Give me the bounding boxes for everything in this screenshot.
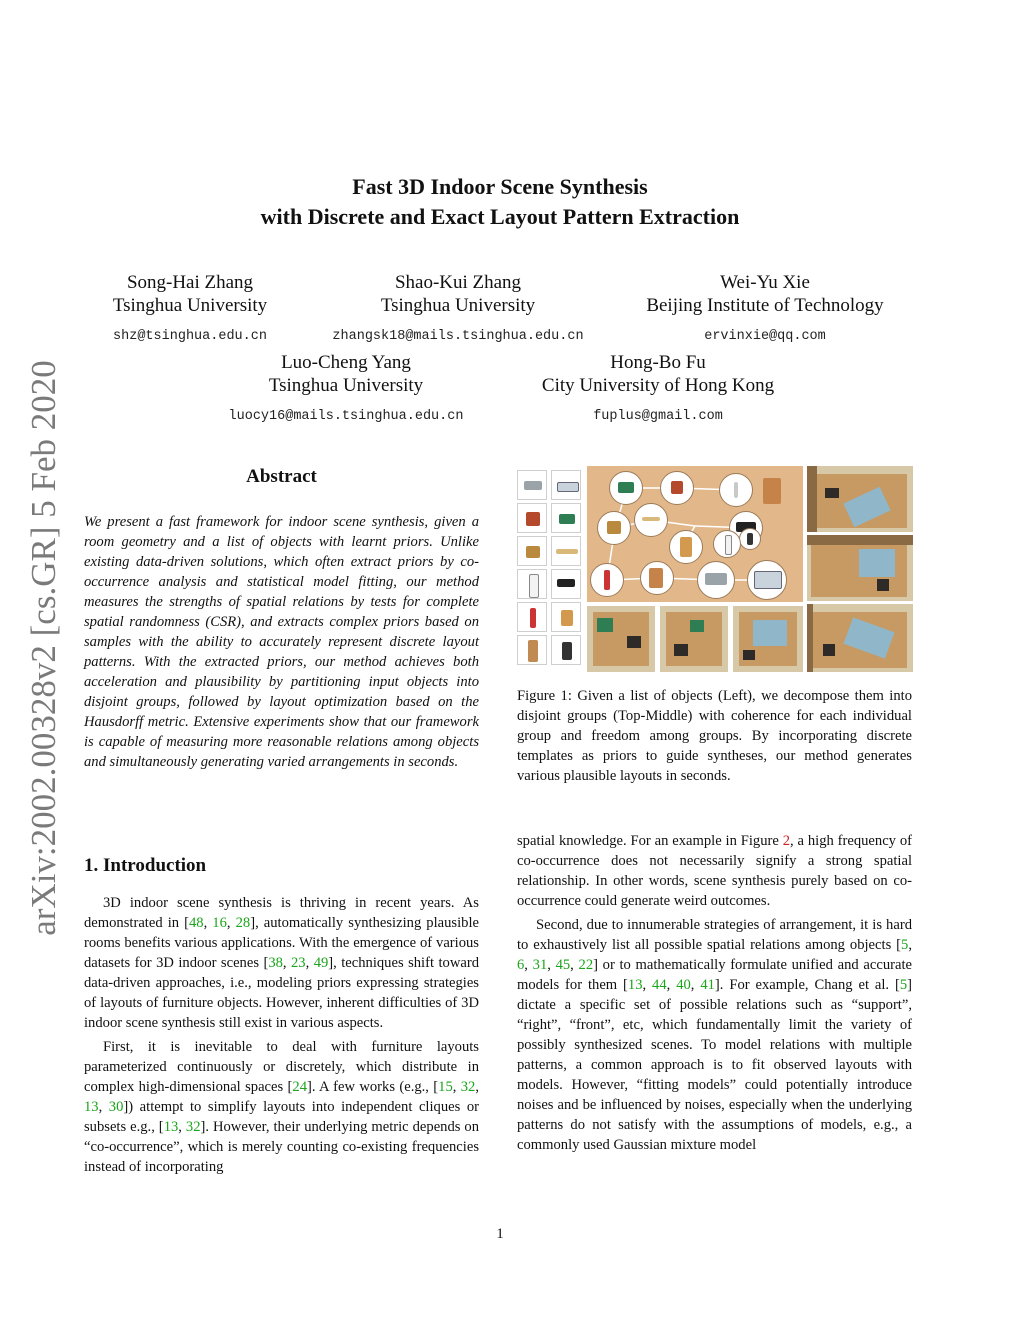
citation-link[interactable]: 13 <box>627 977 643 993</box>
author-name: Wei-Yu Xie <box>720 272 810 293</box>
citation-link[interactable]: 38 <box>268 955 283 971</box>
author-affiliation: City University of Hong Kong <box>541 375 775 396</box>
group-node <box>640 561 674 595</box>
group-node <box>669 530 703 564</box>
object-tile <box>551 602 581 632</box>
group-node <box>713 530 741 558</box>
left-column-text <box>84 893 479 1181</box>
citation-link[interactable]: 44 <box>652 977 667 993</box>
author-email: ervinxie@qq.com <box>704 329 826 344</box>
author-block <box>303 271 613 348</box>
citation-link[interactable]: 45 <box>555 957 571 973</box>
group-node <box>739 528 761 550</box>
citation-link[interactable]: 32 <box>185 1119 201 1135</box>
citation-link[interactable]: 30 <box>108 1099 124 1115</box>
group-node <box>660 471 694 505</box>
group-node <box>697 561 735 599</box>
object-tile <box>551 470 581 500</box>
introduction-heading: 1. Introduction <box>84 855 207 876</box>
author-name: Hong-Bo Fu <box>610 352 706 373</box>
object-tile <box>551 536 581 566</box>
author-affiliation: Beijing Institute of Technology <box>646 295 884 316</box>
object-tile <box>517 470 547 500</box>
citation-link[interactable]: 13 <box>163 1119 179 1135</box>
right-paragraph-2: Second, due to innumerable strategies of arrangement, it is hard to exhaustively list all possible spatial relations among objects [5, 6, 31, 45, 22] or to mathematically formulate unified and accurate models for them [13, 44, 40, 41]. For example, Chang et al. [5] dictate a specific set of possible relations such as “support”, “right”, “front”, etc, which fundamentally limit the variety of possibly synthesized scenes. To model relations with multiple patterns, a common approach is to fit observed layouts with models. However, “fitting models” could potentially introduce noises and be influenced by noises, especially when the underlying patterns do not satisfy with the assumptions of models, e.g., a commonly used Gaussian mixture model <box>517 917 913 1153</box>
object-tile <box>517 503 547 533</box>
citation-link[interactable]: 6 <box>517 957 525 973</box>
citation-link[interactable]: 13 <box>84 1099 99 1115</box>
object-tile <box>517 569 547 599</box>
wardrobe-object <box>763 478 781 504</box>
figure-reference-link[interactable]: 2 <box>782 833 790 849</box>
citation-link[interactable]: 49 <box>313 955 329 971</box>
citation-link[interactable]: 23 <box>291 955 306 971</box>
citation-link[interactable]: 16 <box>212 915 227 931</box>
author-block <box>625 271 905 348</box>
object-tile <box>551 503 581 533</box>
group-node <box>590 563 624 597</box>
author-affiliation: Tsinghua University <box>268 375 424 396</box>
right-column-text <box>517 831 912 1159</box>
author-affiliation: Tsinghua University <box>380 295 536 316</box>
abstract-text: We present a fast framework for indoor scene synthesis, given a room geometry and a list of objects with learnt priors. Unlike existing data-driven solutions, which often extract priors by co-occurrence analysis and statistical model fitting, our method measures the strengths of spatial relations by tests for complete spatial randomness (CSR), and extracts complex priors based on samples with the ability to accurately represent discrete layout patterns. With the extracted priors, our method achieves both acceleration and plausibility by partitioning input objects into disjoint groups, followed by layout optimization based on the Hausdorff metric. Extensive experiments show that our framework is capable of measuring more reasonable relations among objects and simultaneously generating varied arrangements in seconds. <box>84 514 479 770</box>
synthesized-room-render <box>660 606 728 672</box>
paper-title-line2: with Discrete and Exact Layout Pattern Extraction <box>260 204 740 229</box>
synthesized-room-render <box>807 466 913 532</box>
citation-link[interactable]: 40 <box>676 977 691 993</box>
author-name: Luo-Cheng Yang <box>281 352 411 373</box>
author-block <box>200 351 492 428</box>
page-number: 1 <box>496 1226 504 1242</box>
object-tile <box>551 569 581 599</box>
citation-link[interactable]: 28 <box>235 915 251 931</box>
object-tile <box>551 635 581 665</box>
synthesized-room-render <box>807 535 913 601</box>
group-node <box>747 560 787 600</box>
figure-1-caption: Figure 1: Given a list of objects (Left), we decompose them into disjoint groups (Top-Middle) with coherence for each individual group and freedom among groups. By incorporating discrete templates as priors to guide syntheses, our method generates various plausible layouts in seconds. <box>517 688 912 784</box>
synthesized-room-render <box>587 606 655 672</box>
author-block <box>520 351 796 428</box>
author-name: Shao-Kui Zhang <box>394 272 522 293</box>
citation-link[interactable]: 24 <box>292 1079 307 1095</box>
citation-link[interactable]: 5 <box>899 977 908 993</box>
citation-link[interactable]: 48 <box>188 915 204 931</box>
citation-link[interactable]: 5 <box>901 937 909 953</box>
object-tile <box>517 602 547 632</box>
author-block <box>60 271 320 348</box>
synthesized-room-render <box>807 604 913 672</box>
group-node <box>597 511 631 545</box>
group-decomposition-panel <box>587 466 803 602</box>
group-node <box>609 471 643 505</box>
author-email: zhangsk18@mails.tsinghua.edu.cn <box>332 329 584 344</box>
author-email: luocy16@mails.tsinghua.edu.cn <box>228 409 464 424</box>
intro-paragraph-1: 3D indoor scene synthesis is thriving in recent years. As demonstrated in [48, 16, 28], automatically synthesizing plausible rooms benefits various applications. With the emergence of various datasets for 3D indoor scenes [38, 23, 49], techniques shift toward data-driven approaches, i.e., modeling priors expressing strategies of layouts of furniture objects. However, inherent difficulties of 3D indoor scene synthesis still exist in various aspects. <box>84 895 479 1031</box>
arxiv-side-label: arXiv:2002.00328v2 [cs.GR] 5 Feb 2020 <box>24 360 63 936</box>
intro-paragraph-2: First, it is inevitable to deal with furniture layouts parameterized continuously or discretely, which distribute in complex high-dimensional spaces [24]. A few works (e.g., [15, 32, 13, 30]) attempt to simplify layouts into independent cliques or subsets e.g., [13, 32]. However, their underlying metric depends on “co-occurrence”, which is merely counting co-existing frequencies instead of incorporating <box>84 1039 480 1175</box>
object-tile <box>517 635 547 665</box>
paper-title-line1: Fast 3D Indoor Scene Synthesis <box>352 174 648 199</box>
group-node <box>634 503 668 537</box>
author-email: shz@tsinghua.edu.cn <box>113 329 267 344</box>
citation-link[interactable]: 31 <box>532 957 548 973</box>
author-affiliation: Tsinghua University <box>112 295 268 316</box>
citation-link[interactable]: 41 <box>700 977 715 993</box>
figure-1 <box>515 466 913 672</box>
synthesized-room-render <box>733 606 803 672</box>
citation-link[interactable]: 15 <box>438 1079 453 1095</box>
group-node <box>719 473 753 507</box>
citation-link[interactable]: 22 <box>578 957 594 973</box>
object-tile <box>517 536 547 566</box>
abstract-heading: Abstract <box>246 466 317 487</box>
author-email: fuplus@gmail.com <box>593 409 723 424</box>
citation-link[interactable]: 32 <box>460 1079 476 1095</box>
author-name: Song-Hai Zhang <box>126 272 254 293</box>
right-paragraph-1: spatial knowledge. For an example in Figure 2, a high frequency of co-occurrence does not necessarily signify a strong spatial relationship. In other words, scene synthesis purely based on co-occurrence could generate weird outcomes. <box>517 833 912 909</box>
